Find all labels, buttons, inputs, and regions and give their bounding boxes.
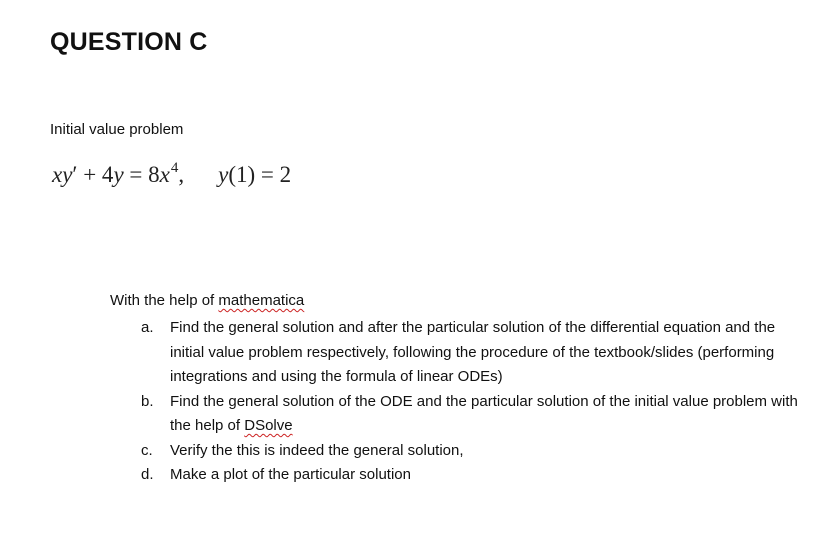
eq-plus: + 4 <box>77 162 114 187</box>
eq-equals: = 8 <box>123 162 160 187</box>
task-c-text: Verify the this is indeed the general solution, <box>170 441 464 459</box>
task-a-text: Find the general solution and after the particular solution of the differential equation and the initial value problem respectively, following the procedure of the textbook/slides (performing integrations and using the formula of linear ODEs) <box>170 319 776 385</box>
ic-rest: (1) = 2 <box>228 162 292 187</box>
eq-exponent: 4 <box>170 160 179 176</box>
task-b-word-dsolve: DSolve <box>244 417 293 434</box>
ic-var: y <box>218 162 229 187</box>
task-a <box>141 316 801 390</box>
task-d-marker: d. <box>141 466 154 483</box>
task-b-marker: b. <box>141 392 154 410</box>
task-d-text: Make a plot of the particular solution <box>170 466 411 483</box>
task-b <box>141 390 801 439</box>
intro-text: With the help of <box>110 292 219 309</box>
problem-subtitle: Initial value problem <box>50 121 184 138</box>
task-c-marker: c. <box>141 441 153 459</box>
eq-rhs-var: x <box>159 162 170 187</box>
question-title: QUESTION C <box>50 28 208 56</box>
task-d <box>141 463 801 488</box>
task-list <box>141 316 801 488</box>
eq-lhs-var1: xy <box>52 162 73 187</box>
eq-lhs-var2: y <box>113 162 124 187</box>
eq-comma: , <box>178 162 185 187</box>
intro-line <box>110 292 304 309</box>
eq-prime: ′ <box>72 162 78 187</box>
intro-word-mathematica: mathematica <box>218 292 305 309</box>
task-c <box>141 439 801 464</box>
task-a-marker: a. <box>141 319 154 336</box>
task-b-text: Find the general solution of the ODE and the particular solution of the initial value problem with the help of <box>170 392 798 434</box>
ode-equation <box>52 162 291 188</box>
